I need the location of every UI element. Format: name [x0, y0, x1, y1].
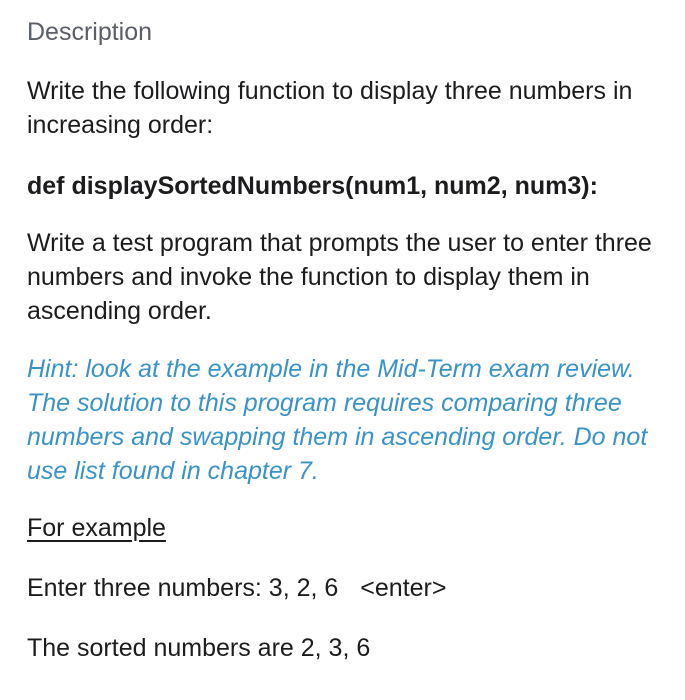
function-instruction-paragraph: Write the following function to display three numbers in increasing order:	[27, 77, 633, 139]
example-input-prompt: Enter three numbers: 3, 2, 6	[27, 574, 339, 602]
example-input-line	[27, 571, 446, 605]
hint-paragraph: Hint: look at the example in the Mid-Term exam review. The solution to this program requires comparing three numbers and swapping them in ascending order. Do not use list found in chapter 7.	[27, 355, 648, 485]
example-label: For example	[27, 514, 166, 542]
test-program-paragraph: Write a test program that prompts the user to enter three numbers and invoke the function to display them in ascending order.	[27, 229, 652, 325]
example-enter-key: <enter>	[360, 574, 447, 602]
example-output-line: The sorted numbers are 2, 3, 6	[27, 634, 371, 662]
function-signature: def displaySortedNumbers(num1, num2, num3):	[27, 172, 598, 200]
section-heading: Description	[27, 18, 153, 46]
